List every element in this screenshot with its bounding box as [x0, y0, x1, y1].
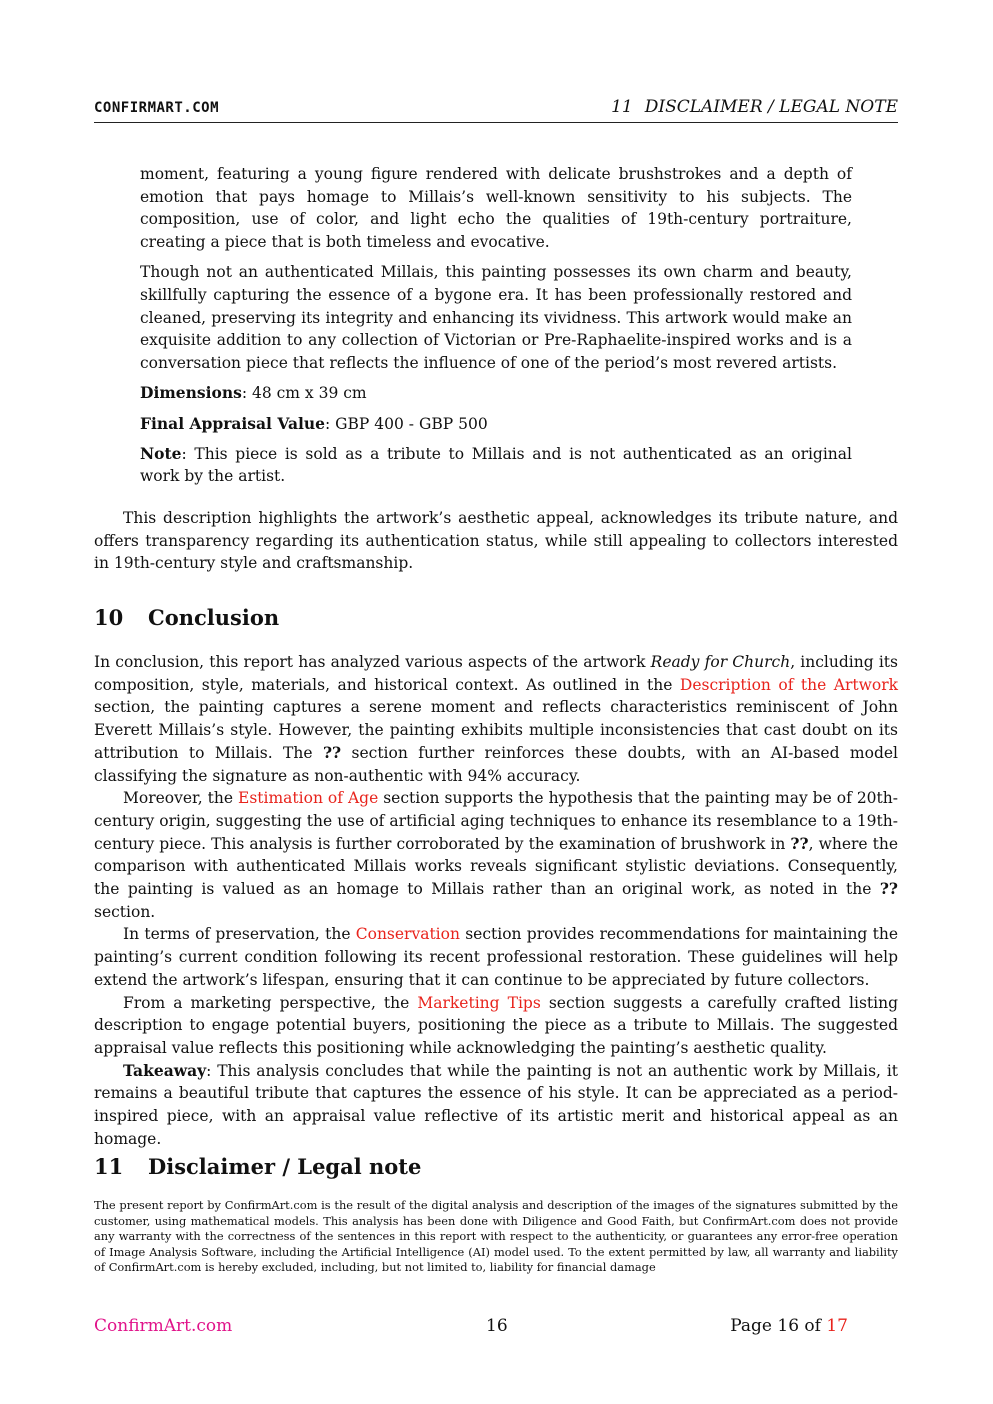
text-run: section supports the hypothesis that the painting may be of 20th-century origin, suggesting the use of artificial aging techniques to enhance its resemblance to a 19th-century piece. This analysis is further corroborated by the examination of brushwork in [94, 789, 898, 853]
text-run: section suggests a carefully crafted listing description to engage potential buyers, positioning the piece as a tribute to Millais. The suggested appraisal value reflects this positioning while acknowledging the painting’s aesthetic quality. [94, 993, 898, 1057]
artwork-title: Ready for Church [650, 653, 791, 671]
quote-paragraph: moment, featuring a young figure rendered with delicate brushstrokes and a depth of emotion that pays homage to Millais’s well-known sensitivity to his subjects. The composition, use of color, and light echo the qualities of 19th-century portraiture, creating a piece that is both timeless and evocative. [140, 165, 852, 252]
footer-brand-link[interactable]: ConfirmArt.com [94, 1316, 233, 1336]
running-header [94, 96, 898, 123]
text-run: , including its composition, style, materials, and historical context. As outlined in the [94, 653, 898, 694]
footer-page-count [730, 1316, 848, 1336]
unresolved-reference: ?? [322, 742, 342, 762]
body-paragraph [94, 923, 898, 991]
text-run: In terms of preservation, the [123, 925, 356, 944]
listing-description-quote [140, 163, 852, 496]
section-number: 10 [94, 605, 124, 630]
section-heading-disclaimer [94, 1154, 421, 1179]
text-run: From a marketing perspective, the [123, 993, 418, 1012]
text-run: In conclusion, this report has analyzed various aspects of the artwork [94, 653, 651, 671]
total-pages-link[interactable]: 17 [826, 1316, 848, 1336]
note-line [140, 443, 852, 488]
header-section-title [611, 97, 898, 117]
dimensions-label: Dimensions [140, 383, 242, 403]
dimensions-value: : 48 cm x 39 cm [241, 384, 367, 403]
text-run: : This analysis concludes that while the painting is not an authentic work by Millais, it remains a beautiful tribute that captures the essence of his style. It can be appreciated as a period-inspired piece, with an appraisal value reflective of its artistic merit and historical appeal as an homage. [94, 1061, 898, 1148]
text-run: section. [94, 902, 156, 921]
header-section-number: 11 [611, 97, 633, 117]
section-title: Conclusion [148, 605, 280, 630]
document-page [94, 0, 898, 1404]
appraisal-line [140, 413, 852, 436]
link-estimation-of-age[interactable]: Estimation of Age [238, 789, 379, 808]
link-description-of-the-artwork[interactable]: Description of the Artwork [679, 675, 898, 694]
dimensions-line [140, 382, 852, 405]
appraisal-label: Final Appraisal Value [140, 413, 326, 433]
note-value: : This piece is sold as a tribute to Millais and is not authenticated as an original work by the artist. [140, 444, 852, 486]
unresolved-reference: ?? [879, 879, 898, 899]
text-run: section, the painting captures a serene moment and reflects characteristics reminiscent of John Everett Millais’s style. However, the painting exhibits multiple inconsistencies that cast doubt on its attribution to Millais. The [94, 698, 898, 762]
page-prefix: Page 16 of [730, 1316, 827, 1336]
text-run: section provides recommendations for maintaining the painting’s current condition following its recent professional restoration. These guidelines will help extend the artwork’s lifespan, ensuring that it can continue to be appreciated by future collectors. [94, 925, 898, 989]
legal-note-text: The present report by ConfirmArt.com is the result of the digital analysis and description of the images of the signatures submitted by the customer, using mathematical models. This analysis has been done with Diligence and Good Faith, but ConfirmArt.com does not provide any warranty with the correctness of the sentences in this report with respect to the authenticity, or guarantees any error-free operation of Image Analysis Software, including the Artificial Intelligence (AI) model used. To the extent permitted by law, all warranty and liability of ConfirmArt.com is hereby excluded, including, but not limited to, liability for financial damage [94, 1198, 898, 1275]
body-paragraph [94, 651, 898, 787]
body-paragraph: This description highlights the artwork’s aesthetic appeal, acknowledges its tribute nature, and offers transparency regarding its authentication status, while still appealing to collectors interested in 19th-century style and craftsmanship. [94, 509, 898, 573]
note-label: Note [140, 443, 182, 463]
unresolved-reference: ?? [790, 833, 809, 853]
text-run: section further reinforces these doubts, with an AI-based model classifying the signature as non-authentic with 94% accuracy. [94, 743, 898, 785]
footer-page-number: 16 [486, 1316, 508, 1336]
text-run: Moreover, the [123, 789, 239, 808]
takeaway-label: Takeaway [123, 1060, 207, 1080]
quote-paragraph: Though not an authenticated Millais, this painting possesses its own charm and beauty, skillfully capturing the essence of a bygone era. It has been professionally restored and cleaned, preserving its integrity and enhancing its vividness. This artwork would make an exquisite addition to any collection of Victorian or Pre-Raphaelite-inspired works and is a conversation piece that reflects the influence of one of the period’s most revered artists. [140, 263, 852, 373]
section-title: Disclaimer / Legal note [148, 1154, 422, 1179]
section-number: 11 [94, 1154, 124, 1179]
text-run: , where the comparison with authenticated Millais works reveals significant stylistic deviations. Consequently, the painting is valued as an homage to Millais rather than an original work, as noted in the [94, 834, 899, 899]
conclusion-body [94, 651, 898, 1150]
appraisal-value: : GBP 400 - GBP 500 [325, 414, 488, 433]
confirmart-logo: CONFIRMART.COM [94, 100, 220, 116]
link-conservation[interactable]: Conservation [355, 925, 460, 944]
after-quote-paragraph [94, 507, 898, 575]
body-paragraph [94, 992, 898, 1060]
link-marketing-tips[interactable]: Marketing Tips [417, 993, 541, 1012]
section-heading-conclusion [94, 605, 279, 630]
header-section-name: DISCLAIMER / LEGAL NOTE [644, 97, 898, 117]
takeaway-paragraph [94, 1060, 898, 1151]
body-paragraph [94, 787, 898, 923]
page-footer [94, 1316, 898, 1338]
